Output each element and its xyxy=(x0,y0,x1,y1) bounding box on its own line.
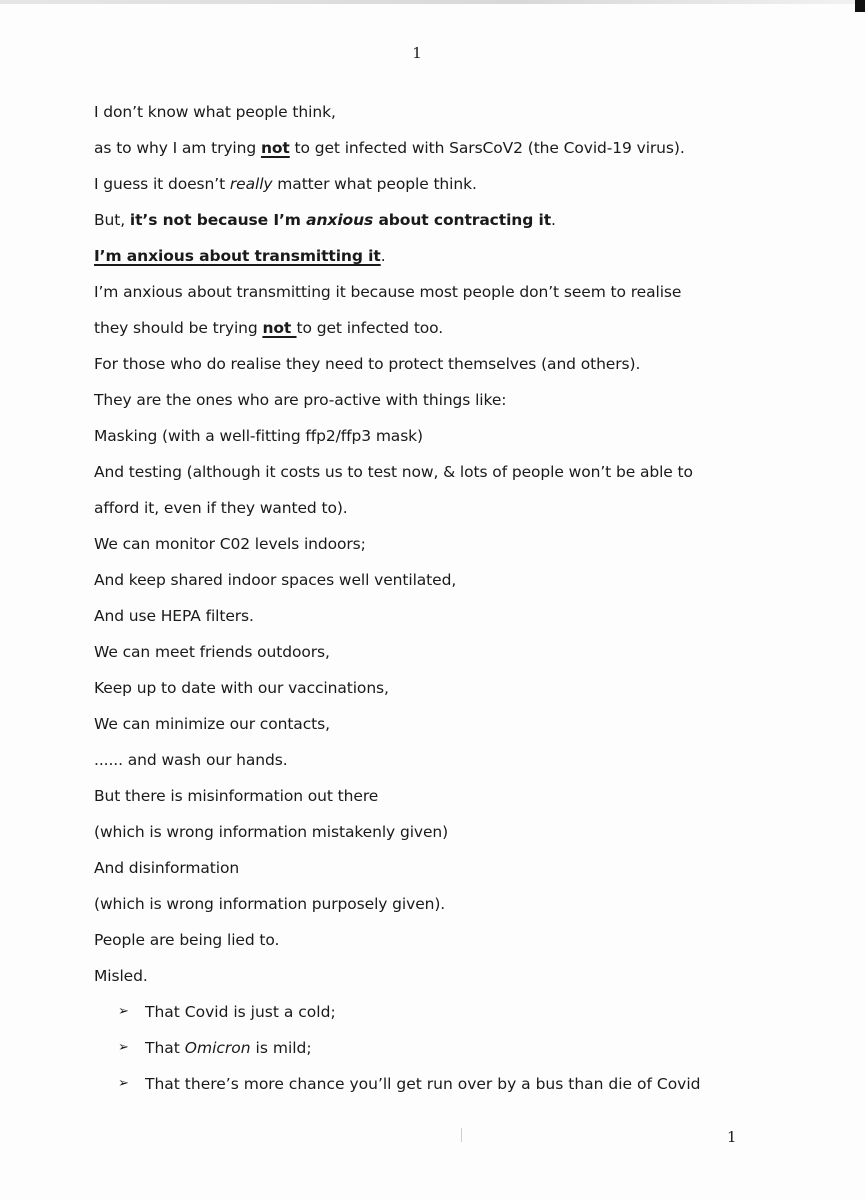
text-span: Misled. xyxy=(94,967,148,985)
text-span: afford it, even if they wanted to). xyxy=(94,499,348,517)
text-line xyxy=(94,922,794,958)
text-span: I guess it doesn’t xyxy=(94,175,230,193)
text-span: I’m anxious about transmitting it because most people don’t seem to realise xyxy=(94,283,682,301)
text-line xyxy=(94,274,794,310)
text-span: People are being lied to. xyxy=(94,931,280,949)
text-line xyxy=(94,886,794,922)
list-item xyxy=(94,1066,794,1102)
text-line xyxy=(94,814,794,850)
text-span: they should be trying xyxy=(94,319,263,337)
bold-span: about contracting it xyxy=(373,211,552,229)
text-span: We can monitor C02 levels indoors; xyxy=(94,535,366,553)
text-line xyxy=(94,634,794,670)
text-line xyxy=(94,238,794,274)
text-line xyxy=(94,382,794,418)
list-item xyxy=(94,1030,794,1066)
text-line xyxy=(94,418,794,454)
text-span: . xyxy=(551,211,556,229)
text-line xyxy=(94,850,794,886)
text-line xyxy=(94,166,794,202)
text-span: That xyxy=(145,1039,185,1057)
list-item-text: That Covid is just a cold; xyxy=(145,1003,336,1021)
bold-span: it’s not because I’m xyxy=(129,211,307,229)
text-span: I don’t know what people think, xyxy=(94,103,336,121)
text-span: is mild; xyxy=(250,1039,312,1057)
text-span: to get infected too. xyxy=(296,319,444,337)
text-span: as to why I am trying xyxy=(94,139,261,157)
text-span: (which is wrong information mistakenly given) xyxy=(94,823,449,841)
text-span: matter what people think. xyxy=(272,175,477,193)
emphasis-omicron: Omicron xyxy=(184,1039,251,1057)
text-span: We can meet friends outdoors, xyxy=(94,643,330,661)
text-span: Masking (with a well-fitting ffp2/ffp3 mask) xyxy=(94,427,424,445)
text-line xyxy=(94,130,794,166)
emphasis-not: not xyxy=(262,319,297,337)
emphasis-heading: I’m anxious about transmitting it xyxy=(94,247,381,265)
bullet-list xyxy=(94,994,794,1102)
text-span: And keep shared indoor spaces well ventilated, xyxy=(94,571,457,589)
text-span: . xyxy=(380,247,386,265)
text-line xyxy=(94,346,794,382)
text-line xyxy=(94,670,794,706)
text-line xyxy=(94,202,794,238)
emphasis-really: really xyxy=(229,175,273,193)
text-line xyxy=(94,454,794,490)
page-number-footer: 1 xyxy=(727,1128,737,1146)
text-span: (which is wrong information purposely given). xyxy=(94,895,446,913)
text-span: And disinformation xyxy=(94,859,240,877)
text-span: But, xyxy=(94,211,130,229)
text-line xyxy=(94,562,794,598)
list-item xyxy=(94,994,794,1030)
text-line xyxy=(94,706,794,742)
text-line xyxy=(94,958,794,994)
text-span: We can minimize our contacts, xyxy=(94,715,330,733)
document-body xyxy=(94,94,794,1102)
text-line xyxy=(94,490,794,526)
text-span: Keep up to date with our vaccinations, xyxy=(94,679,389,697)
arrow-bullet-icon: ➢ xyxy=(118,1004,129,1019)
text-line xyxy=(94,778,794,814)
text-span: And testing (although it costs us to test now, & lots of people won’t be able to xyxy=(94,463,693,481)
text-span: And use HEPA filters. xyxy=(94,607,254,625)
text-span: ...... and wash our hands. xyxy=(94,751,288,769)
text-span: They are the ones who are pro-active with things like: xyxy=(94,391,507,409)
scan-corner-mark xyxy=(855,0,865,12)
scan-artifact xyxy=(461,1128,462,1142)
text-line xyxy=(94,742,794,778)
arrow-bullet-icon: ➢ xyxy=(118,1076,129,1091)
text-line xyxy=(94,526,794,562)
page-number-header: 1 xyxy=(412,44,422,62)
emphasis-not: not xyxy=(260,139,290,157)
scan-top-edge xyxy=(0,0,865,4)
text-span: to get infected with SarsCoV2 (the Covid-19 virus). xyxy=(289,139,685,157)
list-item-text xyxy=(145,1030,312,1066)
text-line xyxy=(94,310,794,346)
text-span: For those who do realise they need to protect themselves (and others). xyxy=(94,355,641,373)
list-item-text: That there’s more chance you’ll get run over by a bus than die of Covid xyxy=(145,1075,701,1093)
text-line xyxy=(94,94,794,130)
text-span: But there is misinformation out there xyxy=(94,787,379,805)
emphasis-anxious: anxious xyxy=(306,211,374,229)
arrow-bullet-icon: ➢ xyxy=(118,1040,129,1055)
text-line xyxy=(94,598,794,634)
